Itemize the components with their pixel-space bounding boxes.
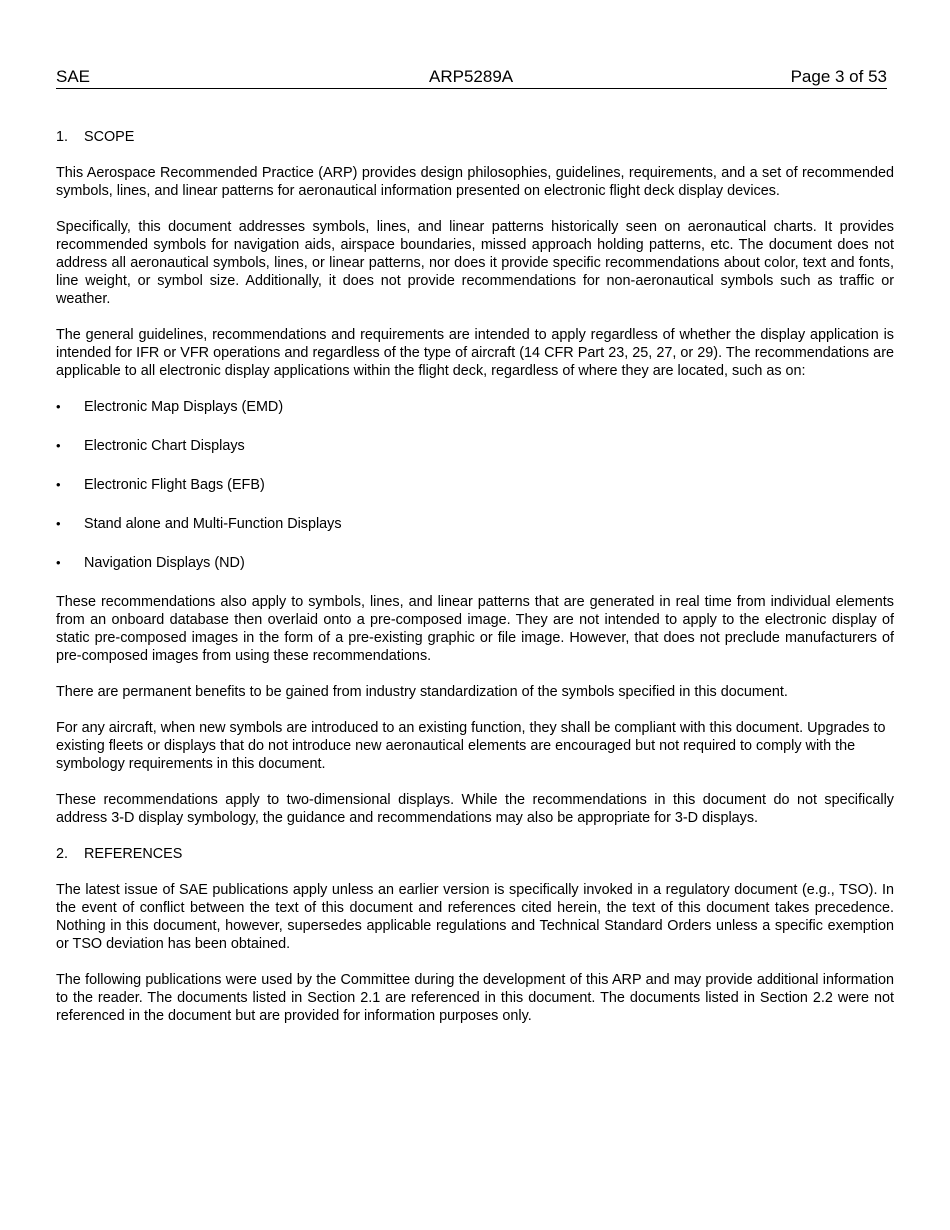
bullet-icon: • — [56, 477, 61, 492]
bullet-icon: • — [56, 438, 61, 453]
page-body — [56, 128, 894, 1043]
header-page-number: Page 3 of 53 — [790, 67, 887, 86]
section-number: 2. — [56, 846, 69, 862]
paragraph: There are permanent benefits to be gained from industry standardization of the symbols specified in this document. — [56, 684, 788, 700]
list-item-text: Navigation Displays (ND) — [84, 555, 245, 571]
bullet-icon: • — [56, 516, 61, 531]
paragraph: The general guidelines, recommendations and requirements are intended to apply regardless of whether the display application is intended for IFR or VFR operations and regardless of the type of aircraft (14 CFR Part 23, 25, 27, or 29). The recommendations are applicable to all electronic display applications within the flight deck, regardless of where they are located, such as on: — [56, 327, 894, 379]
page-header — [56, 66, 887, 89]
paragraph: Specifically, this document addresses symbols, lines, and linear patterns historically seen on aeronautical charts. It provides recommended symbols for navigation aids, airspace boundaries, missed approach holding patterns, etc. The document does not address all aeronautical symbols, lines, or linear patterns, nor does it provide specific recommendations about color, text and fonts, line weight, or symbol size. Additionally, it does not provide recommendations for non-aeronautical symbols such as traffic or weather. — [56, 219, 894, 307]
section-heading-scope — [56, 128, 894, 146]
list-item-text: Electronic Map Displays (EMD) — [84, 399, 284, 415]
paragraph: These recommendations also apply to symbols, lines, and linear patterns that are generated in real time from individual elements from an onboard database then overlaid onto a pre-composed image. They are not intended to apply to the electronic display of static pre-composed images in the form of a pre-existing graphic or file image. However, that does not preclude manufacturers of pre-composed images from using these recommendations. — [56, 594, 894, 664]
paragraph: The latest issue of SAE publications apply unless an earlier version is specifically invoked in a regulatory document (e.g., TSO). In the event of conflict between the text of this document and references cited herein, the text of this document takes precedence. Nothing in this document, however, supersedes applicable regulations and Technical Standard Orders unless a specific exemption or TSO deviation has been obtained. — [56, 882, 894, 952]
list-item — [56, 398, 894, 416]
list-item — [56, 554, 894, 572]
list-item-text: Electronic Chart Displays — [84, 438, 245, 454]
header-organization: SAE — [56, 67, 91, 86]
section-heading-references — [56, 845, 894, 863]
list-item — [56, 515, 894, 533]
section-title: SCOPE — [84, 129, 135, 145]
paragraph: For any aircraft, when new symbols are introduced to an existing function, they shall be compliant with this document. Upgrades to existing fleets or displays that do not introduce new aeronautical elements are encouraged but not required to comply with the symbology requirements in this document. — [56, 720, 886, 772]
section-title: REFERENCES — [84, 846, 183, 862]
display-types-list — [56, 398, 894, 572]
list-item — [56, 437, 894, 455]
paragraph: This Aerospace Recommended Practice (ARP) provides design philosophies, guidelines, requirements, and a set of recommended symbols, lines, and linear patterns for aeronautical information presented on electronic flight deck display devices. — [56, 165, 894, 199]
list-item-text: Electronic Flight Bags (EFB) — [84, 477, 265, 493]
list-item-text: Stand alone and Multi-Function Displays — [84, 516, 342, 532]
paragraph: The following publications were used by the Committee during the development of this ARP and may provide additional information to the reader. The documents listed in Section 2.1 are referenced in this document. The documents listed in Section 2.2 were not referenced in the document but are provided for information purposes only. — [56, 972, 894, 1024]
list-item — [56, 476, 894, 494]
bullet-icon: • — [56, 555, 61, 570]
header-document-number: ARP5289A — [429, 67, 514, 86]
paragraph: These recommendations apply to two-dimensional displays. While the recommendations in this document do not specifically address 3-D display symbology, the guidance and recommendations may also be appropriate for 3-D displays. — [56, 792, 894, 826]
bullet-icon: • — [56, 399, 61, 414]
section-number: 1. — [56, 129, 69, 145]
